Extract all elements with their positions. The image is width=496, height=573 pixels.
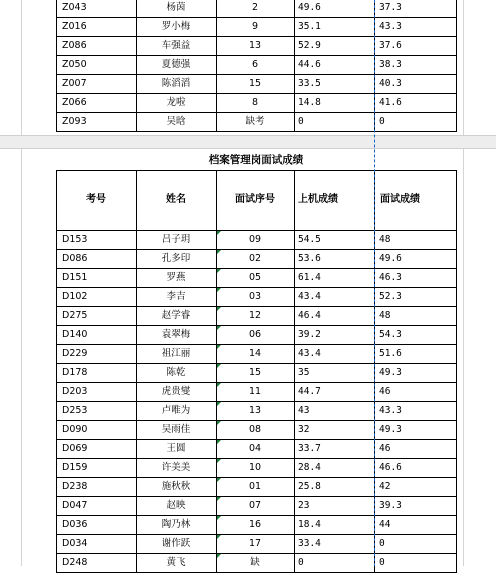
cell-interview-score[interactable]: 46 <box>379 443 391 454</box>
cell-exam-id[interactable]: D203 <box>62 386 88 397</box>
cell-interview-order[interactable]: 08 <box>248 424 262 435</box>
cell-name[interactable]: 陈滔滔 <box>161 78 191 89</box>
row-border <box>56 93 457 94</box>
cell-interview-order[interactable]: 14 <box>248 348 262 359</box>
row-border <box>56 55 457 56</box>
cell-interview-order[interactable]: 13 <box>248 40 262 51</box>
cell-exam-id[interactable]: D178 <box>62 367 88 378</box>
cell-interview-score[interactable]: 0 <box>379 557 385 568</box>
cell-exam-id[interactable]: Z066 <box>62 97 87 108</box>
cell-name[interactable]: 吴晗 <box>166 116 186 127</box>
cell-name[interactable]: 吕子玥 <box>161 234 191 245</box>
cell-computer-score[interactable]: 33.4 <box>298 538 321 549</box>
cell-name[interactable]: 李吉 <box>166 291 186 302</box>
error-indicator-icon <box>217 402 221 406</box>
error-indicator-icon <box>217 421 221 425</box>
cell-interview-order[interactable]: 17 <box>248 538 262 549</box>
cell-computer-score[interactable]: 54.5 <box>298 234 321 245</box>
cell-name[interactable]: 黄飞 <box>166 557 186 568</box>
cell-name[interactable]: 陶乃林 <box>161 519 191 530</box>
cell-interview-order[interactable]: 01 <box>248 481 262 492</box>
cell-name[interactable]: 许美美 <box>161 462 191 473</box>
cell-exam-id[interactable]: Z007 <box>62 78 87 89</box>
cell-interview-order[interactable]: 缺考 <box>245 116 265 127</box>
cell-name[interactable]: 罗燕 <box>166 272 186 283</box>
cell-name[interactable]: 车强益 <box>161 40 191 51</box>
cell-computer-score[interactable]: 33.5 <box>298 78 321 89</box>
cell-exam-id[interactable]: D047 <box>62 500 88 511</box>
cell-exam-id[interactable]: D275 <box>62 310 88 321</box>
cell-interview-order[interactable]: 02 <box>248 253 262 264</box>
row-border <box>56 36 457 37</box>
cell-name[interactable]: 王圆 <box>166 443 186 454</box>
cell-computer-score[interactable]: 43 <box>298 405 310 416</box>
cell-interview-score[interactable]: 48 <box>379 234 391 245</box>
cell-name[interactable]: 罗小梅 <box>161 21 191 32</box>
cell-exam-id[interactable]: Z086 <box>62 40 87 51</box>
error-indicator-icon <box>217 345 221 349</box>
cell-interview-score[interactable]: 42 <box>379 481 391 492</box>
header-interview-order[interactable]: 面试序号 <box>235 194 275 205</box>
row-border <box>56 74 457 75</box>
cell-interview-order[interactable]: 13 <box>248 405 262 416</box>
cell-interview-score[interactable]: 46 <box>379 386 391 397</box>
cell-interview-score[interactable]: 0 <box>379 538 385 549</box>
cell-name[interactable]: 施秋秋 <box>161 481 191 492</box>
cell-exam-id[interactable]: D102 <box>62 291 88 302</box>
cell-exam-id[interactable]: D253 <box>62 405 88 416</box>
cell-exam-id[interactable]: D086 <box>62 253 88 264</box>
error-indicator-icon <box>217 535 221 539</box>
cell-interview-score[interactable]: 49.6 <box>379 253 402 264</box>
cell-name[interactable]: 陈乾 <box>166 367 186 378</box>
cell-interview-order[interactable]: 12 <box>248 310 262 321</box>
cell-interview-order[interactable]: 6 <box>251 59 259 70</box>
cell-exam-id[interactable]: Z043 <box>62 2 87 13</box>
cell-computer-score[interactable]: 44.6 <box>298 59 321 70</box>
cell-name[interactable]: 夏德强 <box>161 59 191 70</box>
table-title: 档案管理岗面试成绩 <box>208 154 304 166</box>
cell-interview-order[interactable]: 9 <box>251 21 259 32</box>
cell-name[interactable]: 袁翠梅 <box>161 329 191 340</box>
cell-name[interactable]: 赵映 <box>166 500 186 511</box>
row-border <box>56 112 457 113</box>
cell-exam-id[interactable]: D140 <box>62 329 88 340</box>
cell-computer-score[interactable]: 43.4 <box>298 348 321 359</box>
error-indicator-icon <box>217 440 221 444</box>
cell-computer-score[interactable]: 46.4 <box>298 310 321 321</box>
cell-interview-score[interactable]: 48 <box>379 310 391 321</box>
cell-computer-score[interactable]: 35 <box>298 367 310 378</box>
error-indicator-icon <box>217 250 221 254</box>
cell-name[interactable]: 祖江丽 <box>161 348 191 359</box>
cell-interview-order[interactable]: 15 <box>248 367 262 378</box>
cell-interview-score[interactable]: 0 <box>379 116 385 127</box>
cell-interview-score[interactable]: 46.3 <box>379 272 402 283</box>
cell-interview-order[interactable]: 10 <box>248 462 262 473</box>
cell-interview-score[interactable]: 38.3 <box>379 59 402 70</box>
cell-computer-score[interactable]: 23 <box>298 500 310 511</box>
cell-exam-id[interactable]: D034 <box>62 538 88 549</box>
error-indicator-icon <box>217 364 221 368</box>
cell-exam-id[interactable]: D248 <box>62 557 88 568</box>
cell-interview-order[interactable]: 16 <box>248 519 262 530</box>
cell-exam-id[interactable]: D229 <box>62 348 88 359</box>
cell-exam-id[interactable]: D090 <box>62 424 88 435</box>
cell-name[interactable]: 杨茵 <box>166 2 186 13</box>
cell-name[interactable]: 孔多印 <box>161 253 191 264</box>
header-exam-id[interactable]: 考号 <box>86 194 106 205</box>
header-name[interactable]: 姓名 <box>166 194 186 205</box>
cell-name[interactable]: 卢唯为 <box>161 405 191 416</box>
error-indicator-icon <box>217 459 221 463</box>
cell-name[interactable]: 虎贵燮 <box>161 386 191 397</box>
cell-exam-id[interactable]: D151 <box>62 272 88 283</box>
cell-computer-score[interactable]: 28.4 <box>298 462 321 473</box>
cell-name[interactable]: 谢作跃 <box>161 538 191 549</box>
row-border <box>56 131 457 132</box>
cell-interview-order[interactable]: 15 <box>248 78 262 89</box>
cell-interview-score[interactable]: 37.3 <box>379 2 402 13</box>
cell-interview-order[interactable]: 2 <box>251 2 259 13</box>
error-indicator-icon <box>217 269 221 273</box>
cell-interview-score[interactable]: 46.6 <box>379 462 402 473</box>
cell-interview-order[interactable]: 缺 <box>250 557 260 568</box>
row-border <box>56 170 457 171</box>
cell-interview-order[interactable]: 11 <box>248 386 262 397</box>
cell-computer-score[interactable]: 39.2 <box>298 329 321 340</box>
cell-interview-score[interactable]: 44 <box>379 519 391 530</box>
cell-interview-score[interactable]: 43.3 <box>379 21 402 32</box>
cell-interview-score[interactable]: 51.6 <box>379 348 402 359</box>
cell-interview-score[interactable]: 39.3 <box>379 500 402 511</box>
cell-exam-id[interactable]: D036 <box>62 519 88 530</box>
error-indicator-icon <box>217 554 221 558</box>
cell-interview-score[interactable]: 49.3 <box>379 367 402 378</box>
cell-interview-order[interactable]: 09 <box>248 234 262 245</box>
cell-computer-score[interactable]: 53.6 <box>298 253 321 264</box>
error-indicator-icon <box>217 516 221 520</box>
cell-computer-score[interactable]: 18.4 <box>298 519 321 530</box>
cell-interview-score[interactable]: 43.3 <box>379 405 402 416</box>
page-break-line <box>374 0 375 566</box>
cell-interview-order[interactable]: 8 <box>251 97 259 108</box>
cell-interview-order[interactable]: 07 <box>248 500 262 511</box>
error-indicator-icon <box>217 383 221 387</box>
cell-computer-score[interactable]: 61.4 <box>298 272 321 283</box>
cell-exam-id[interactable]: D153 <box>62 234 88 245</box>
cell-exam-id[interactable]: Z093 <box>62 116 87 127</box>
cell-exam-id[interactable]: D238 <box>62 481 88 492</box>
cell-exam-id[interactable]: D069 <box>62 443 88 454</box>
sheet-separator <box>0 135 496 149</box>
cell-interview-score[interactable]: 54.3 <box>379 329 402 340</box>
cell-interview-score[interactable]: 41.6 <box>379 97 402 108</box>
cell-computer-score[interactable]: 0 <box>298 557 304 568</box>
cell-name[interactable]: 吴雨佳 <box>161 424 191 435</box>
cell-computer-score[interactable]: 14.8 <box>298 97 321 108</box>
cell-interview-order[interactable]: 05 <box>248 272 262 283</box>
cell-name[interactable]: 赵学睿 <box>161 310 191 321</box>
cell-interview-score[interactable]: 49.3 <box>379 424 402 435</box>
header-interview-score[interactable]: 面试成绩 <box>380 194 420 205</box>
cell-computer-score[interactable]: 33.7 <box>298 443 321 454</box>
cell-interview-score[interactable]: 52.3 <box>379 291 402 302</box>
error-indicator-icon <box>217 478 221 482</box>
cell-interview-order[interactable]: 03 <box>248 291 262 302</box>
row-border <box>56 17 457 18</box>
cell-computer-score[interactable]: 0 <box>298 116 304 127</box>
cell-computer-score[interactable]: 43.4 <box>298 291 321 302</box>
header-computer-score[interactable]: 上机成绩 <box>298 194 338 205</box>
error-indicator-icon <box>217 307 221 311</box>
cell-computer-score[interactable]: 35.1 <box>298 21 321 32</box>
error-indicator-icon <box>217 326 221 330</box>
cell-exam-id[interactable]: D159 <box>62 462 88 473</box>
cell-exam-id[interactable]: Z016 <box>62 21 87 32</box>
cell-computer-score[interactable]: 25.8 <box>298 481 321 492</box>
cell-interview-score[interactable]: 40.3 <box>379 78 402 89</box>
error-indicator-icon <box>217 231 221 235</box>
cell-exam-id[interactable]: Z050 <box>62 59 87 70</box>
cell-computer-score[interactable]: 32 <box>298 424 310 435</box>
cell-name[interactable]: 龙啦 <box>166 97 186 108</box>
cell-interview-score[interactable]: 37.6 <box>379 40 402 51</box>
error-indicator-icon <box>217 497 221 501</box>
cell-interview-order[interactable]: 04 <box>248 443 262 454</box>
cell-computer-score[interactable]: 44.7 <box>298 386 321 397</box>
cell-interview-order[interactable]: 06 <box>248 329 262 340</box>
error-indicator-icon <box>217 288 221 292</box>
cell-computer-score[interactable]: 49.6 <box>298 2 321 13</box>
cell-computer-score[interactable]: 52.9 <box>298 40 321 51</box>
